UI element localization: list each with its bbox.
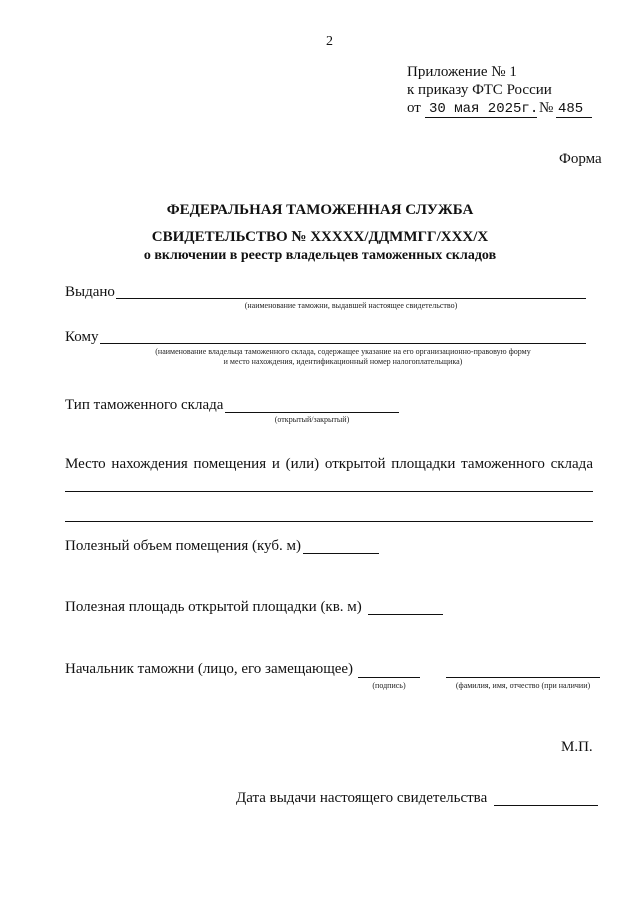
volume-label: Полезный объем помещения (куб. м) bbox=[65, 538, 301, 554]
to-caption-1: (наименование владельца таможенного склада, содержащее указание на его организационно-правовую форму bbox=[155, 347, 531, 356]
appendix-number: 485 bbox=[558, 101, 584, 117]
stamp-label: М.П. bbox=[561, 739, 593, 755]
signature-caption: (подпись) bbox=[372, 681, 406, 690]
appendix-date: 30 мая 2025г. bbox=[429, 101, 539, 117]
to-line bbox=[100, 343, 586, 344]
issued-label: Выдано bbox=[65, 284, 115, 300]
appendix-number-underline bbox=[556, 117, 592, 118]
type-line bbox=[225, 412, 399, 413]
agency-title: ФЕДЕРАЛЬНАЯ ТАМОЖЕННАЯ СЛУЖБА bbox=[166, 202, 474, 218]
area-line bbox=[368, 614, 443, 615]
page-number: 2 bbox=[326, 34, 333, 49]
type-caption: (открытый/закрытый) bbox=[274, 415, 350, 424]
volume-line bbox=[303, 553, 379, 554]
appendix-from-prefix: от bbox=[407, 100, 421, 116]
date-line bbox=[494, 805, 598, 806]
location-line-1 bbox=[65, 491, 593, 492]
date-label: Дата выдачи настоящего свидетельства bbox=[236, 790, 488, 806]
type-label: Тип таможенного склада bbox=[65, 397, 224, 413]
to-label: Кому bbox=[65, 329, 99, 345]
location-line-2 bbox=[65, 521, 593, 522]
location-label: Место нахождения помещения и (или) открытой площадки таможенного склада bbox=[65, 456, 593, 472]
name-line bbox=[446, 677, 600, 678]
appendix-date-underline bbox=[425, 117, 537, 118]
to-caption-2: и место нахождения, идентификационный номер налогоплательщика) bbox=[223, 357, 463, 366]
issued-line bbox=[116, 298, 586, 299]
certificate-subtitle: о включении в реестр владельцев таможенных складов bbox=[143, 248, 497, 263]
signature-line bbox=[358, 677, 420, 678]
area-label: Полезная площадь открытой площадки (кв. м) bbox=[65, 599, 362, 615]
certificate-title: СВИДЕТЕЛЬСТВО № ХХХХХ/ДДММГГ/ХХХ/Х bbox=[151, 229, 489, 245]
appendix-number-sign: № bbox=[539, 100, 554, 116]
name-caption: (фамилия, имя, отчество (при наличии) bbox=[455, 681, 591, 690]
chief-label: Начальник таможни (лицо, его замещающее) bbox=[65, 661, 354, 677]
appendix-line-2: к приказу ФТС России bbox=[407, 82, 552, 98]
appendix-line-1: Приложение № 1 bbox=[407, 64, 517, 80]
form-label: Форма bbox=[559, 151, 602, 167]
issued-caption: (наименование таможни, выдавшей настоящее свидетельство) bbox=[244, 301, 458, 310]
